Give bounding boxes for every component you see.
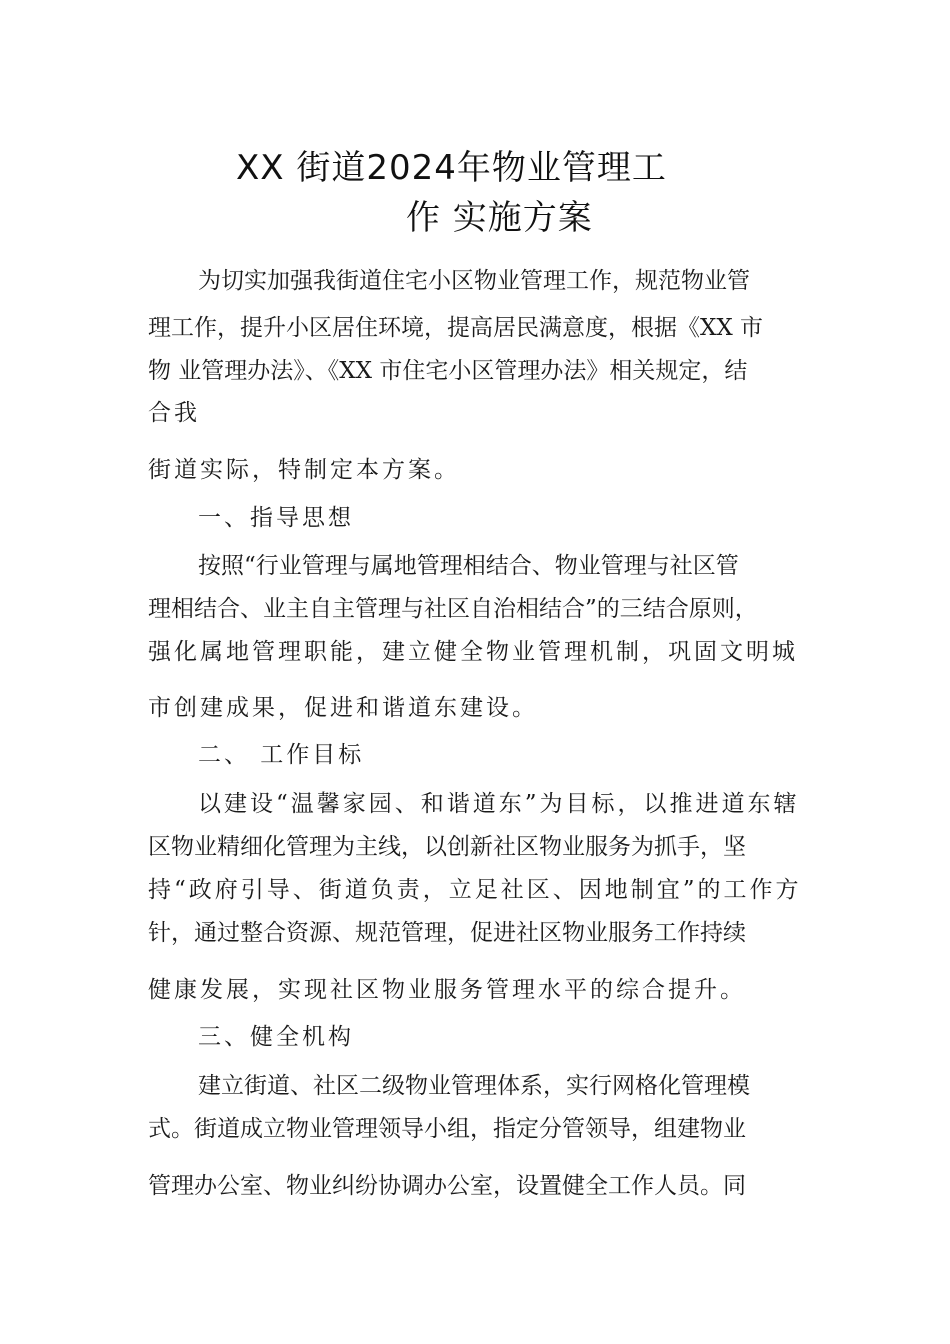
section-body-line: 以建设“温馨家园、和谐道东”为目标，以推进道东辖 (198, 791, 800, 817)
intro-line: 为切实加强我街道住宅小区物业管理工作，规范物业管 (198, 268, 750, 294)
section-heading: 三、健全机构 (198, 1024, 354, 1050)
section-body-line: 理相结合、业主自主管理与社区自治相结合”的三结合原则， (148, 596, 758, 622)
intro-line: 物 业管理办法》、《XX 市住宅小区管理办法》相关规定，结 (148, 358, 748, 384)
intro-line: 理工作，提升小区居住环境，提高居民满意度，根据《XX 市 (148, 315, 764, 341)
document-title-line-1: XX 街道2024年物业管理工 (236, 148, 667, 188)
intro-line: 合我 (148, 400, 200, 426)
section-body-line: 针，通过整合资源、规范管理，促进社区物业服务工作持续 (148, 920, 746, 946)
section-heading: 二、 工作目标 (198, 742, 365, 768)
section-body-line: 健康发展，实现社区物业服务管理水平的综合提升。 (148, 977, 746, 1003)
intro-line: 街道实际，特制定本方案。 (148, 457, 460, 483)
section-body-line: 式。街道成立物业管理领导小组，指定分管领导，组建物业 (148, 1116, 746, 1142)
section-body-line: 管理办公室、物业纠纷协调办公室，设置健全工作人员。同 (148, 1173, 746, 1199)
section-body-line: 市创建成果，促进和谐道东建设。 (148, 695, 538, 721)
section-body-line: 持“政府引导、街道负责，立足社区、因地制宜”的工作方 (148, 877, 802, 903)
section-heading: 一、指导思想 (198, 505, 354, 531)
section-body-line: 强化属地管理职能，建立健全物业管理机制，巩固文明城 (148, 639, 798, 665)
section-body-line: 按照“行业管理与属地管理相结合、物业管理与社区管 (198, 553, 739, 579)
section-body-line: 建立街道、社区二级物业管理体系，实行网格化管理模 (198, 1073, 750, 1099)
document-title-line-2: 作 实施方案 (406, 198, 593, 238)
section-body-line: 区物业精细化管理为主线，以创新社区物业服务为抓手，坚 (148, 834, 746, 860)
